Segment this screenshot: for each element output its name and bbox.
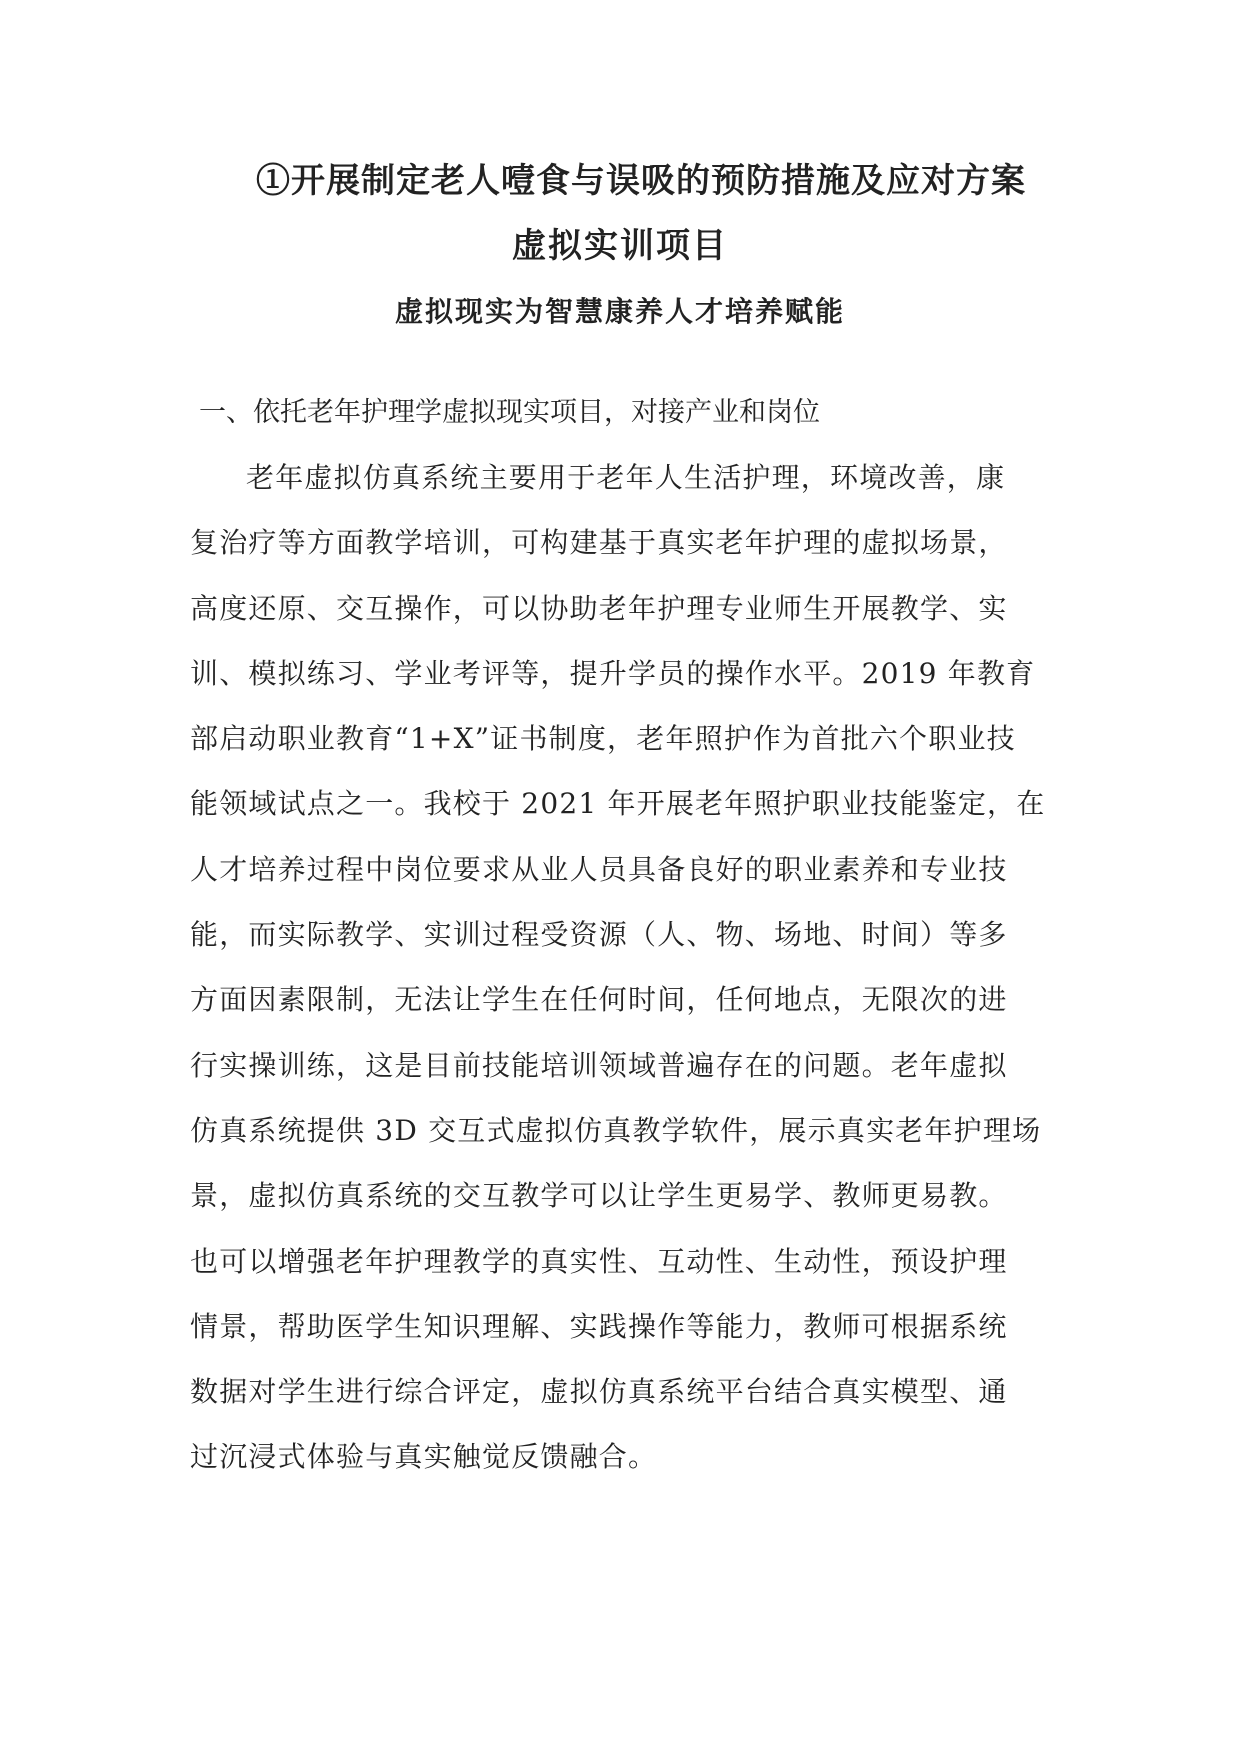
document-subtitle: 虚拟现实为智慧康养人才培养赋能: [394, 295, 845, 328]
paragraph-line: 部启动职业教育“1+X”证书制度，老年照护作为首批六个职业技: [190, 722, 1016, 756]
paragraph-line: 数据对学生进行综合评定，虚拟仿真系统平台结合真实模型、通: [190, 1375, 1008, 1409]
section-heading: 一、依托老年护理学虚拟现实项目，对接产业和岗位: [199, 397, 820, 428]
paragraph-line: 能领域试点之一。我校于 2021 年开展老年照护职业技能鉴定，在: [190, 787, 1046, 821]
paragraph-line: 复治疗等方面教学培训，可构建基于真实老年护理的虚拟场景，: [190, 526, 1008, 560]
paragraph-line: 高度还原、交互操作，可以协助老年护理专业师生开展教学、实: [190, 591, 1008, 625]
paragraph-line: 老年虚拟仿真系统主要用于老年人生活护理，环境改善，康: [246, 461, 1006, 494]
paragraph-line: 景，虚拟仿真系统的交互教学可以让学生更易学、教师更易教。: [190, 1179, 1008, 1213]
paragraph-line: 也可以增强老年护理教学的真实性、互动性、生动性，预设护理: [190, 1244, 1008, 1278]
paragraph-line: 过沉浸式体验与真实触觉反馈融合。: [190, 1440, 658, 1474]
body-paragraph: [190, 445, 1050, 1490]
paragraph-line: 人才培养过程中岗位要求从业人员具备良好的职业素养和专业技: [190, 852, 1008, 886]
paragraph-line: 仿真系统提供 3D 交互式虚拟仿真教学软件，展示真实老年护理场: [190, 1113, 1042, 1147]
paragraph-line: 情景，帮助医学生知识理解、实践操作等能力，教师可根据系统: [190, 1309, 1008, 1343]
paragraph-line: 训、模拟练习、学业考评等，提升学员的操作水平。2019 年教育: [190, 656, 1036, 690]
paragraph-line: 方面因素限制，无法让学生在任何时间，任何地点，无限次的进: [190, 983, 1008, 1017]
paragraph-line: 能，而实际教学、实训过程受资源（人、物、场地、时间）等多: [190, 918, 1008, 952]
document-title-line-1: ①开展制定老人噎食与误吸的预防措施及应对方案: [256, 161, 1026, 201]
paragraph-line: 行实操训练，这是目前技能培训领域普遍存在的问题。老年虚拟: [190, 1048, 1008, 1082]
document-title-line-2: 虚拟实训项目: [512, 226, 728, 266]
